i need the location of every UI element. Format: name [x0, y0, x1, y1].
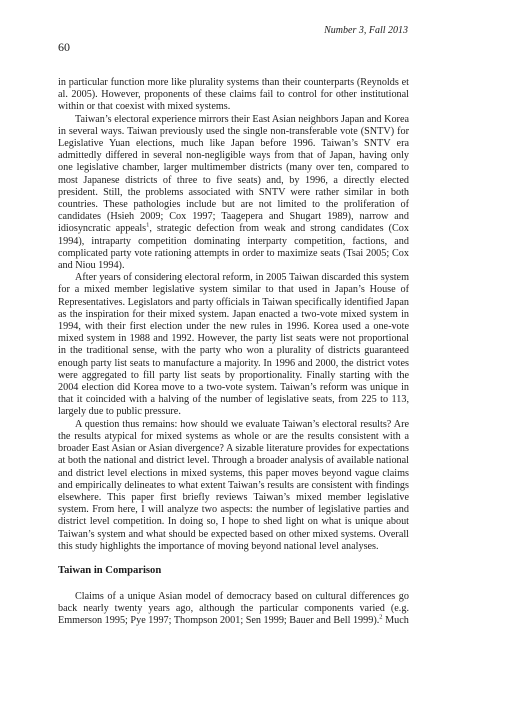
- body-paragraph-2: [58, 114, 409, 273]
- body-paragraph-4: [58, 419, 409, 553]
- body-paragraph-1: [58, 77, 409, 114]
- running-header-journal: Number 3, Fall 2013: [324, 25, 408, 36]
- paragraph-text: Claims of a unique Asian model of democracy based on cultural differences go back nearly twenty years ago, although the particular components varied (e.g. Emmerson 1995; Pye 1997; Thompson 2001; Sen 1999; Bauer and Bell 1999).: [58, 590, 409, 627]
- article-body: [58, 77, 409, 628]
- paragraph-text: After years of considering electoral reform, in 2005 Taiwan discarded this system for a mixed member legislative system similar to that used in Japan’s House of Representatives. Legislators and party officials in Taiwan specifically identified Japan as the inspiration for their mixed system. Japan enacted a two-vote mixed system in 1994, with their first election under the new rules in 1996. Korea used a one-vote mixed system in 1988 and 1992. However, the party list seats were not proportional in the traditional sense, with the party who won a plurality of districts guaranteed enough party list seats to manufacture a majority. In 1996 and 2000, the district votes were aggregated to fill party list seats by proportionality. Finally starting with the 2004 election did Korea move to a two-vote system. Taiwan’s reform was unique in that it coincided with a halving of the number of legislative seats, from 225 to 113, largely due to public pressure.: [58, 272, 409, 418]
- body-paragraph-3: [58, 272, 409, 418]
- section-heading: Taiwan in Comparison: [58, 564, 162, 576]
- footnote-marker-1[interactable]: 1: [146, 222, 150, 230]
- paragraph-text-continued: Much: [382, 615, 409, 627]
- body-paragraph-5: [58, 591, 409, 628]
- paragraph-text: Taiwan’s electoral experience mirrors their East Asian neighbors Japan and Korea in several ways. Taiwan previously used the single non-transferable vote (SNTV) for Legislative Yuan elections, much like Japan before 1996. Taiwan’s SNTV era admittedly differed in several non-negligible ways from that of Japan, having only one legislative chamber, larger multimember districts (many over ten, compared to most Japanese districts of three to five seats) and, by 1996, a directly elected president. Still, the problems associated with SNTV were rather similar in both countries. These pathologies include but are not limited to the proliferation of candidates (Hsieh 2009; Cox 1997; Taagepera and Shugart 1989), narrow and idiosyncratic appeals: [58, 113, 409, 235]
- page-number: 60: [58, 40, 70, 54]
- paragraph-text-continued: , strategic defection from weak and strong candidates (Cox 1994), intraparty competition dominating interparty competition, factions, and complicated party vote rationing attempts in order to maximize seats (Tsai 2005; Cox and Niou 1994).: [58, 223, 409, 272]
- footnote-marker-2[interactable]: 2: [379, 613, 383, 621]
- paragraph-text: in particular function more like plurality systems than their counterparts (Reynolds et al. 2005). However, proponents of these claims fail to control for other institutional within or that coexist with mixed systems.: [58, 77, 409, 113]
- paragraph-text: A question thus remains: how should we evaluate Taiwan’s electoral results? Are the results atypical for mixed systems as whole or are the results consistent with a broader East Asian or Asian divergence? A sizable literature provides for expectations at both the national and district level. Through a broader analysis of available national and district level elections in mixed systems, this paper moves beyond vague claims and empirically delineates to what extent Taiwan’s results are consistent with findings elsewhere. This paper first briefly reviews Taiwan’s mixed member legislative system. From here, I will analyze two aspects: the number of legislative parties and district level competition. In doing so, I hope to shed light on what is unique about Taiwan’s system and what should be expected based on other mixed systems. Overall this study highlights the importance of moving beyond national level analyses.: [58, 418, 409, 552]
